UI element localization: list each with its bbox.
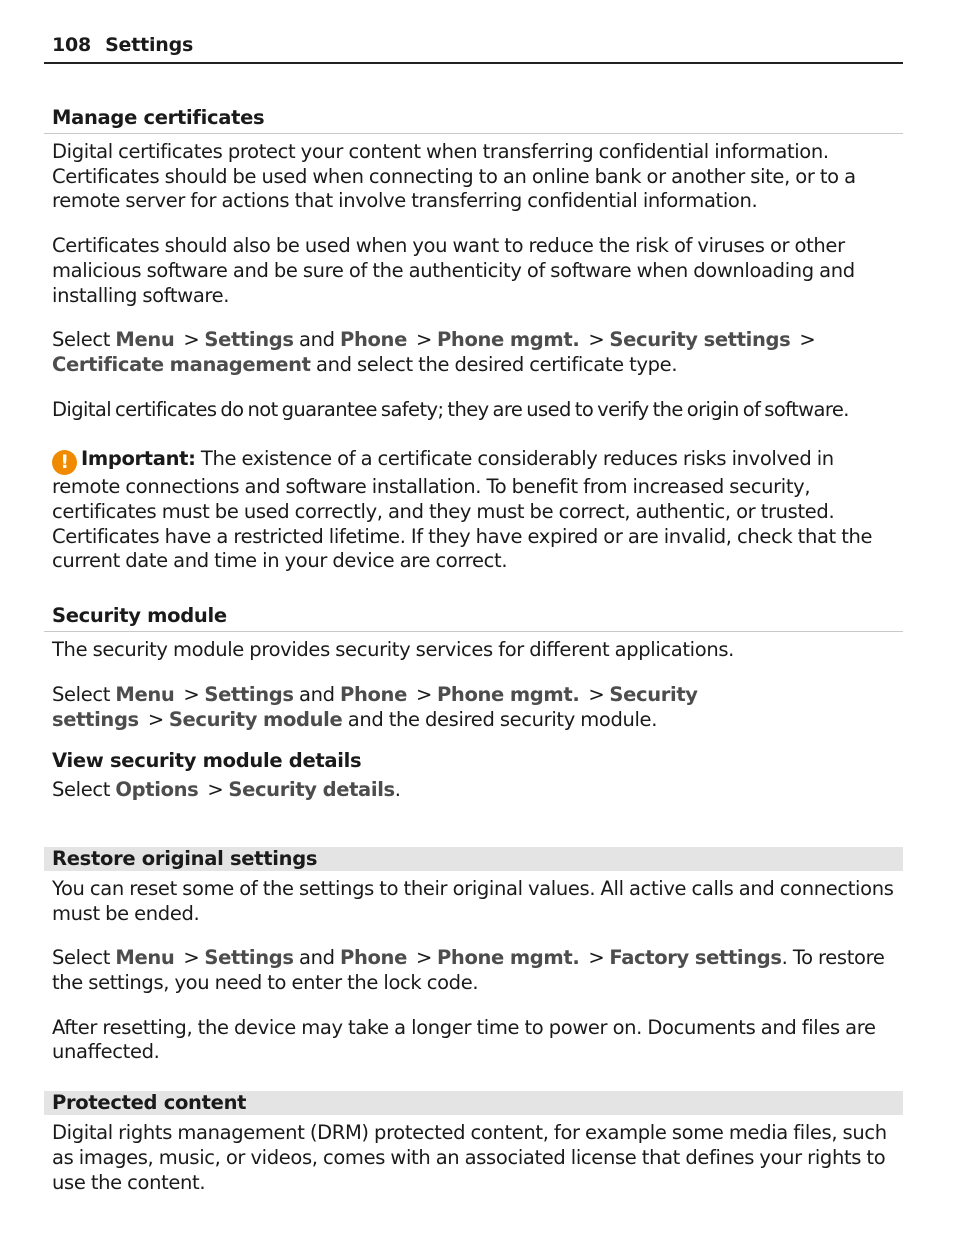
heading-view-security-details: View security module details — [52, 749, 362, 773]
mc-paragraph-4: Digital certificates do not guarantee safety; they are used to verify the origin of software. — [52, 397, 849, 421]
security-settings-link: Security settings — [52, 682, 698, 731]
mc-paragraph-2: Certificates should also be used when you want to reduce the risk of viruses or other malicious software and be sure of the authenticity of software when downloading and installing software. — [52, 234, 855, 307]
heading-security-module: Security module — [44, 600, 903, 632]
restore-path-paragraph: Select Menu > Settings and Phone > Phone mgmt. > Factory settings. To restore the settings, you need to enter the lock code. — [52, 946, 885, 995]
menu-link: Menu — [115, 946, 175, 970]
page-number: 108 — [52, 34, 92, 56]
restore-paragraph-1: You can reset some of the settings to their original values. All active calls and connections must be ended. — [52, 876, 894, 925]
options-link: Options — [115, 778, 199, 802]
heading-manage-certificates: Manage certificates — [44, 102, 903, 134]
exclamation-icon: ! — [52, 450, 77, 475]
manual-page — [44, 30, 903, 1195]
important-note — [44, 447, 903, 574]
settings-link: Settings — [204, 328, 294, 352]
security-settings-link: Security settings — [609, 328, 791, 352]
menu-link: Menu — [115, 328, 175, 352]
security-module-link: Security module — [168, 707, 343, 731]
page-section-title: Settings — [105, 34, 194, 56]
phone-mgmt-link: Phone mgmt. — [436, 328, 580, 352]
mc-paragraph-1: Digital certificates protect your content when transferring confidential information. Certificates should be used when connecting to an online bank or another site, or to a remote server for actions that involve transferring confidential information. — [52, 140, 856, 213]
menu-link: Menu — [115, 682, 175, 706]
restore-paragraph-3: After resetting, the device may take a longer time to power on. Documents and files are unaffected. — [52, 1015, 876, 1064]
heading-protected-content: Protected content — [44, 1091, 903, 1115]
heading-restore-settings: Restore original settings — [44, 847, 903, 871]
factory-settings-link: Factory settings — [609, 946, 782, 970]
settings-link: Settings — [204, 682, 294, 706]
page-header — [44, 30, 903, 64]
security-details-link: Security details — [228, 778, 395, 802]
important-text: The existence of a certificate considerably reduces risks involved in remote connections and software installation. To benefit from increased security, certificates must be used correctly, and they must be correct, authentic, or trusted. Certificates have a restricted lifetime. If they have expired or are invalid, check that the current date and time in your device are correct. — [52, 447, 873, 573]
phone-link: Phone — [340, 946, 407, 970]
phone-mgmt-link: Phone mgmt. — [436, 682, 580, 706]
phone-link: Phone — [340, 682, 407, 706]
phone-mgmt-link: Phone mgmt. — [436, 946, 580, 970]
phone-link: Phone — [340, 328, 407, 352]
sm-path-paragraph: Select Menu > Settings and Phone > Phone mgmt. > Security settings > Security module and the desired security module. — [52, 682, 698, 731]
mc-path-paragraph: Select Menu > Settings and Phone > Phone mgmt. > Security settings > Certificate management and select the desired certificate type. — [52, 328, 816, 376]
important-label: Important: — [81, 447, 196, 471]
protected-paragraph-1: Digital rights management (DRM) protected content, for example some media files, such as images, music, or videos, comes with an associated license that defines your rights to use the content. — [52, 1121, 887, 1194]
settings-link: Settings — [204, 946, 294, 970]
certificate-management-link: Certificate management — [52, 352, 311, 376]
sm-details-path: Select Options > Security details. — [52, 778, 401, 802]
sm-paragraph-1: The security module provides security services for different applications. — [52, 638, 734, 662]
